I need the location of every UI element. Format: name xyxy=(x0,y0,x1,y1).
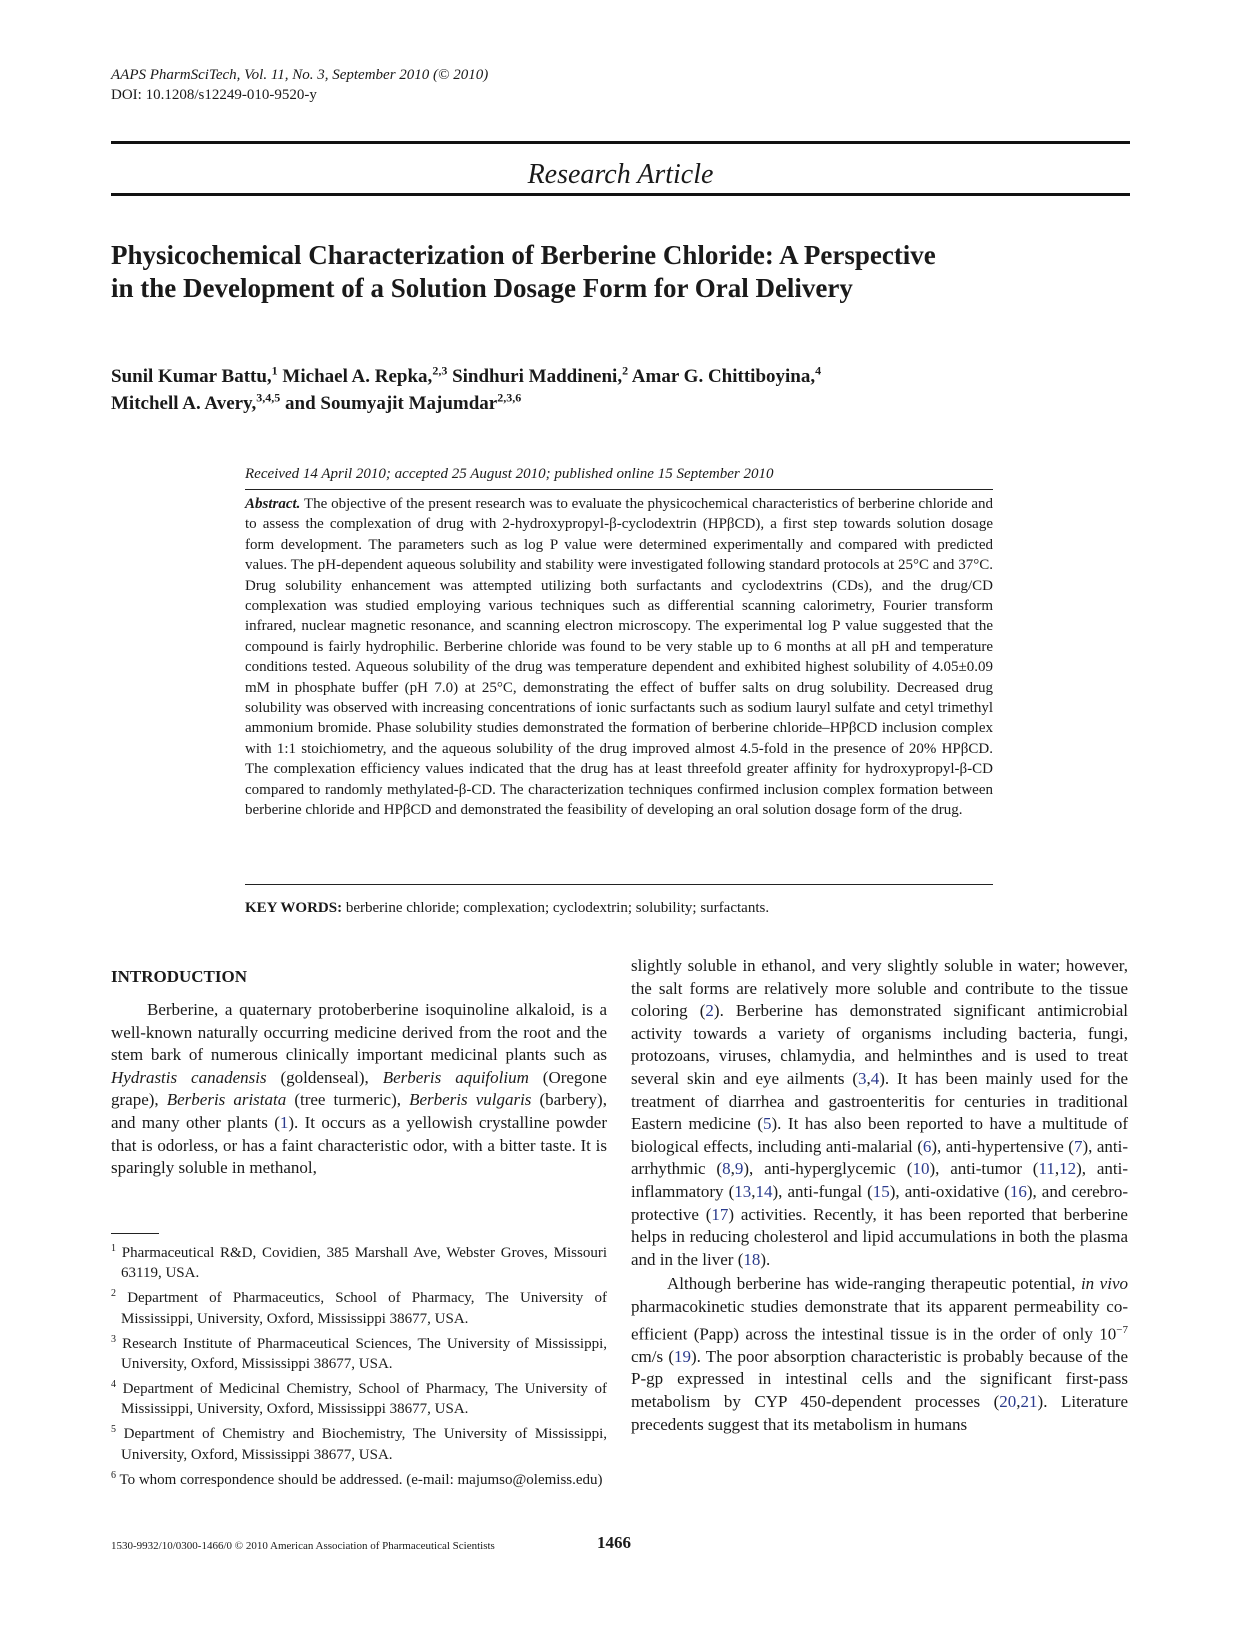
title-rule xyxy=(111,193,1130,196)
abstract-bottom-rule xyxy=(245,884,993,885)
italic-term: Berberis aristata xyxy=(166,1090,287,1110)
author-affiliation: 2,3,6 xyxy=(497,390,522,405)
citation-link[interactable]: 13 xyxy=(734,1181,752,1201)
citation-link[interactable]: 2 xyxy=(705,1001,714,1021)
citation-link[interactable]: 17 xyxy=(711,1204,729,1224)
keywords-label: KEY WORDS: xyxy=(245,900,343,916)
author: Michael A. Repka, xyxy=(282,366,433,387)
intro-paragraph-2 xyxy=(631,1273,1128,1436)
copyright-line: 1530-9932/10/0300-1466/0 © 2010 American Association of Pharmaceutical Scientists xyxy=(111,1540,495,1552)
text-run: ). The poor absorption characteristic is probably because of the P-gp expressed in intestinal cells and the significant first-pass metabolism by CYP 450-dependent processes ( xyxy=(631,1346,1128,1411)
paper-title xyxy=(111,239,1130,305)
text-run: (barbery), and many other plants ( xyxy=(111,1090,607,1132)
intro-paragraph-1-continued xyxy=(631,955,1128,1271)
author-line-1 xyxy=(111,363,1130,390)
text-run: pharmacokinetic studies demonstrate that its apparent permeability co-efficient (Papp) across the intestinal tissue is in the order of only 10 xyxy=(631,1296,1128,1344)
citation-link[interactable]: 4 xyxy=(870,1068,880,1088)
citation-link[interactable]: 16 xyxy=(1009,1181,1027,1201)
author-line-2 xyxy=(111,390,1130,417)
text-run: slightly soluble in ethanol, and very slightly soluble in water; however, the salt forms are relatively more soluble and contribute to the tissue coloring ( xyxy=(631,956,1128,1021)
footnote-marker: 4 xyxy=(111,1378,116,1390)
author-affiliation: 1 xyxy=(271,363,278,378)
intro-paragraph-1 xyxy=(111,999,607,1180)
citation-link[interactable]: 12 xyxy=(1059,1159,1077,1179)
exponent: −7 xyxy=(1116,1323,1128,1336)
footnote-text: To whom correspondence should be addressed. (e-mail: majumso@olemiss.edu) xyxy=(119,1471,603,1488)
text-run: ), anti-fungal ( xyxy=(772,1181,873,1201)
text-run: ). It occurs as a yellowish crystalline powder that is odorless, or has a faint characteristic odor, with a bitter taste. It is sparingly soluble in methanol, xyxy=(111,1112,607,1178)
text-run: ). Literature precedents suggest that its metabolism in humans xyxy=(631,1391,1128,1434)
section-heading-introduction: INTRODUCTION xyxy=(111,967,248,986)
footnote-text: Pharmaceutical R&D, Covidien, 385 Marshall Ave, Webster Groves, Missouri 63119, USA. xyxy=(121,1245,607,1282)
footnote-marker: 3 xyxy=(111,1333,116,1345)
text-run: Although berberine has wide-ranging therapeutic potential, xyxy=(667,1274,1081,1294)
citation-link[interactable]: 21 xyxy=(1020,1391,1038,1411)
text-run: ) activities. Recently, it has been reported that berberine helps in reducing cholesterol and lipid accumulations in both the plasma and in the liver ( xyxy=(631,1204,1128,1269)
footnote xyxy=(111,1239,607,1284)
footnote-text: Department of Chemistry and Biochemistry, The University of Mississippi, University, Oxford, Mississippi 38677, USA. xyxy=(121,1426,608,1463)
text-run: , xyxy=(1016,1391,1021,1411)
citation-link[interactable]: 6 xyxy=(922,1136,932,1156)
journal-citation: AAPS PharmSciTech, Vol. 11, No. 3, September 2010 (© 2010) xyxy=(111,67,489,83)
text-run: ), anti-tumor ( xyxy=(929,1159,1039,1179)
citation-link[interactable]: 10 xyxy=(912,1159,930,1179)
text-run: ), anti-inflammatory ( xyxy=(631,1159,1128,1201)
italic-term: Berberis vulgaris xyxy=(409,1090,532,1110)
footnote-marker: 1 xyxy=(111,1243,116,1254)
text-run: cm/s ( xyxy=(631,1346,674,1366)
abstract-label: Abstract. xyxy=(245,496,301,512)
top-rule xyxy=(111,141,1130,144)
citation-link[interactable]: 18 xyxy=(743,1249,761,1269)
text-run: Berberine, a quaternary protoberberine isoquinoline alkaloid, is a well-known naturally occurring medicine derived from the root and the stem bark of numerous clinically important medicinal plants such as xyxy=(111,1000,607,1065)
page-number: 1466 xyxy=(597,1533,631,1552)
text-run: ). Berberine has demonstrated significant antimicrobial activity towards a variety of organisms including bacteria, fungi, protozoans, viruses, chlamydia, and helminthes and is used to treat several skin and eye ailments ( xyxy=(631,1001,1128,1088)
text-run: (Oregone grape), xyxy=(111,1067,607,1110)
citation-link[interactable]: 8 xyxy=(722,1159,731,1179)
paper-title-line-1: Physicochemical Characterization of Berberine Chloride: A Perspective xyxy=(111,240,936,270)
footnote xyxy=(111,1466,607,1490)
citation-link[interactable]: 5 xyxy=(763,1114,772,1134)
italic-term: Hydrastis canadensis xyxy=(111,1067,267,1087)
publication-history: Received 14 April 2010; accepted 25 August 2010; published online 15 September 2010 xyxy=(245,466,774,482)
italic-term: Berberis aquifolium xyxy=(382,1067,529,1087)
abstract-text: The objective of the present research was to evaluate the physicochemical characteristics of berberine chloride and to assess the complexation of drug with 2-hydroxypropyl-β-cyclodextrin (HPβCD), a first step towards solution dosage form development. The parameters such as log P value were determined experimentally and compared with predicted values. The pH-dependent aqueous solubility and stability were investigated following standard protocols at 25°C and 37°C. Drug solubility enhancement was attempted utilizing both surfactants and cyclodextrins (CDs), and the drug/CD complexation was studied employing various techniques such as differential scanning calorimetry, Fourier transform infrared, nuclear magnetic resonance, and scanning electron microscopy. The experimental log P value suggested that the compound is fairly hydrophilic. Berberine chloride was found to be very stable up to 6 months at all pH and temperature conditions tested. Aqueous solubility of the drug was temperature dependent and exhibited highest solubility of 4.05±0.09 mM in phosphate buffer (pH 7.0) at 25°C, demonstrating the effect of buffer salts on drug solubility. Decreased drug solubility was observed with increasing concentrations of ionic surfactants such as sodium lauryl sulfate and cetyl trimethyl ammonium bromide. Phase solubility studies demonstrated the formation of berberine chloride–HPβCD inclusion complex with 1:1 stoichiometry, and the aqueous solubility of the drug improved almost 4.5-fold in the presence of 20% HPβCD. The complexation efficiency values indicated that the drug has at least threefold greater affinity for hydroxypropyl-β-CD compared to randomly methylated-β-CD. The characterization techniques confirmed inclusion complex formation between berberine chloride and HPβCD and demonstrated the feasibility of developing an oral solution dosage form of the drug. xyxy=(245,496,994,819)
text-run: , xyxy=(751,1181,756,1201)
footnote-text: Department of Medicinal Chemistry, School of Pharmacy, The University of Mississippi, University, Oxford, Mississippi 38677, USA. xyxy=(121,1380,608,1418)
citation-link[interactable]: 20 xyxy=(999,1391,1017,1411)
author-list xyxy=(111,363,1130,417)
keywords xyxy=(245,898,993,918)
abstract xyxy=(245,494,993,821)
text-run: ), and cerebro-protective ( xyxy=(631,1181,1128,1224)
footnotes xyxy=(111,1239,607,1490)
text-run: ). It has also been reported to have a multitude of biological effects, including anti-malarial ( xyxy=(631,1114,1128,1156)
citation-link[interactable]: 19 xyxy=(673,1346,691,1366)
text-run: ). It has been mainly used for the treatment of diarrhea and gastroenteritis for centuries in traditional Eastern medicine ( xyxy=(631,1068,1128,1134)
footnote-marker: 2 xyxy=(111,1288,116,1300)
author: Amar G. Chittiboyina, xyxy=(631,366,816,387)
author-affiliation: 2,3 xyxy=(432,363,448,378)
citation-link[interactable]: 11 xyxy=(1038,1159,1055,1179)
footnote-text: Department of Pharmaceutics, School of Pharmacy, The University of Mississippi, University, Oxford, Mississippi 38677, USA. xyxy=(121,1290,607,1327)
citation-link[interactable]: 15 xyxy=(872,1181,890,1201)
text-run: ), anti-arrhythmic ( xyxy=(631,1136,1128,1179)
citation-link[interactable]: 14 xyxy=(755,1181,773,1201)
italic-term: in vivo xyxy=(1080,1274,1128,1294)
text-run: , xyxy=(1054,1159,1060,1179)
footnote xyxy=(111,1375,607,1420)
citation-link[interactable]: 1 xyxy=(279,1112,289,1132)
abstract-top-rule xyxy=(245,489,993,490)
footnote xyxy=(111,1330,607,1375)
author-affiliation: 4 xyxy=(815,363,822,378)
author: Mitchell A. Avery, xyxy=(111,393,257,414)
author: and Soumyajit Majumdar xyxy=(285,393,498,414)
citation-link[interactable]: 9 xyxy=(734,1159,744,1179)
author: Sunil Kumar Battu, xyxy=(111,366,272,387)
text-run: (tree turmeric), xyxy=(286,1090,410,1110)
paper-title-line-2: in the Development of a Solution Dosage Form for Oral Delivery xyxy=(111,273,853,303)
citation-link[interactable]: 3 xyxy=(857,1068,867,1088)
author-affiliation: 3,4,5 xyxy=(256,390,281,405)
text-run: ), anti-oxidative ( xyxy=(889,1181,1010,1201)
text-run: ), anti-hypertensive ( xyxy=(931,1136,1074,1156)
footnote xyxy=(111,1420,607,1465)
footnote xyxy=(111,1284,607,1329)
footnote-rule xyxy=(111,1233,159,1234)
right-column-body xyxy=(631,955,1128,1436)
author: Sindhuri Maddineni, xyxy=(452,366,623,387)
doi[interactable]: DOI: 10.1208/s12249-010-9520-y xyxy=(111,87,317,103)
citation-link[interactable]: 7 xyxy=(1073,1136,1083,1156)
keywords-text: berberine chloride; complexation; cyclodextrin; solubility; surfactants. xyxy=(345,900,770,916)
footnote-marker: 5 xyxy=(111,1424,116,1436)
text-run: , xyxy=(730,1159,735,1179)
text-run: ), anti-hyperglycemic ( xyxy=(743,1159,913,1179)
footnote-text: Research Institute of Pharmaceutical Sciences, The University of Mississippi, University, Oxford, Mississippi 38677, USA. xyxy=(121,1335,607,1373)
footnote-marker: 6 xyxy=(111,1469,116,1481)
left-column-body xyxy=(111,999,607,1180)
article-type: Research Article xyxy=(527,159,714,190)
text-run: (goldenseal), xyxy=(266,1067,383,1087)
text-run: , xyxy=(866,1068,871,1088)
author-affiliation: 2 xyxy=(622,363,629,378)
text-run: ). xyxy=(760,1249,771,1269)
